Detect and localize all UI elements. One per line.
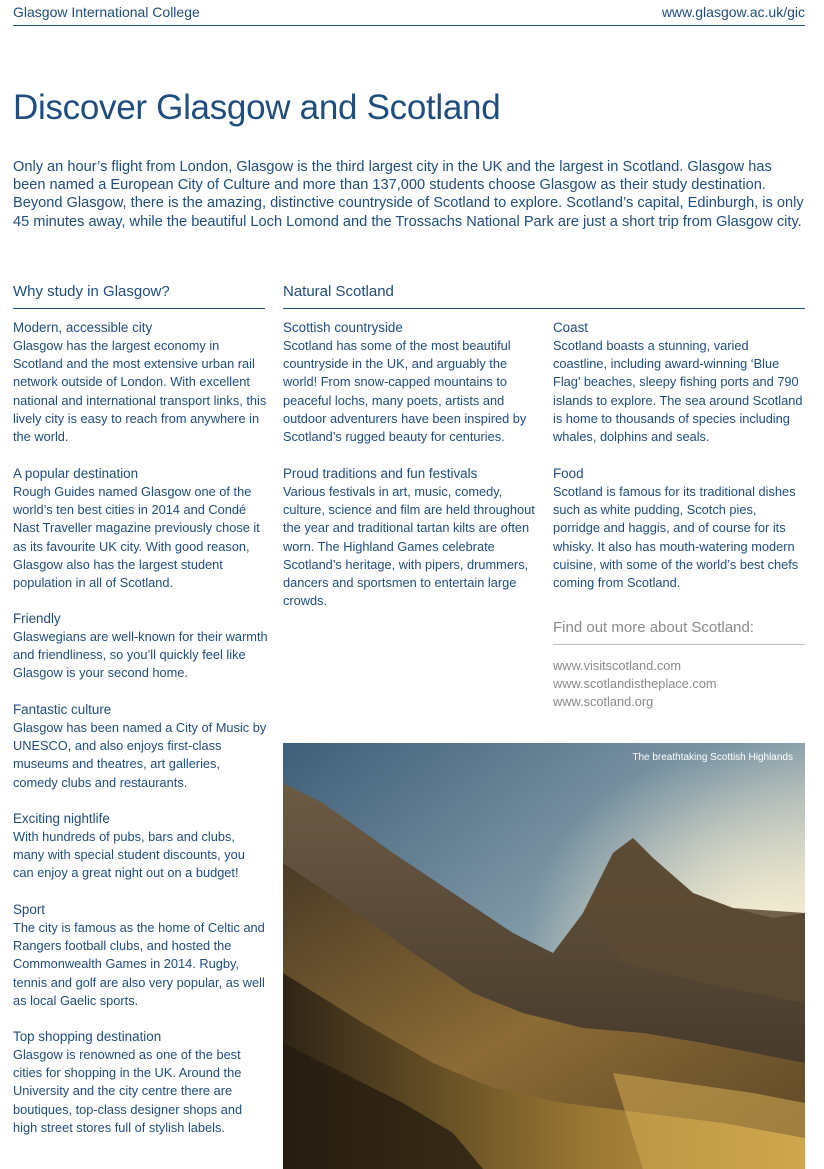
- section-heading: Proud traditions and fun festivals: [283, 466, 478, 481]
- section-culture: [13, 702, 268, 792]
- section-body: Scotland boasts a stunning, varied coastline, including award-winning ‘Blue Flag’ beaches, sleepy fishing ports and 790 islands to explore. The sea around Scotland is home to thousands of species including whales, dolphins and seals.: [553, 338, 803, 445]
- section-friendly: [13, 611, 268, 683]
- page-header: [13, 0, 805, 26]
- section-countryside: [283, 320, 538, 446]
- highlands-photo: [283, 743, 805, 1169]
- section-heading: Coast: [553, 320, 588, 335]
- why-study-heading: Why study in Glasgow?: [13, 283, 265, 309]
- website-url[interactable]: www.glasgow.ac.uk/gic: [661, 4, 805, 20]
- section-heading: Top shopping destination: [13, 1029, 162, 1044]
- photo-caption: The breathtaking Scottish Highlands: [632, 752, 793, 763]
- college-name: Glasgow International College: [13, 4, 200, 20]
- section-body: With hundreds of pubs, bars and clubs, many with special student discounts, you can enjoy a great night out on a budget!: [13, 829, 245, 881]
- link-scotland-org[interactable]: www.scotland.org: [553, 694, 654, 710]
- find-out-more-heading: Find out more about Scotland:: [553, 619, 805, 645]
- section-heading: Sport: [13, 902, 46, 917]
- section-popular-destination: [13, 466, 268, 592]
- section-heading: Fantastic culture: [13, 702, 112, 717]
- section-heading: A popular destination: [13, 466, 139, 481]
- natural-scotland-heading: Natural Scotland: [283, 283, 805, 309]
- intro-paragraph: Only an hour’s flight from London, Glasgow is the third largest city in the UK and the largest in Scotland. Glasgow has been named a European City of Culture and more than 137,000 students choose Glasgow as their study destination. Beyond Glasgow, there is the amazing, distinctive countryside of Scotland to explore. Scotland’s capital, Edinburgh, is only 45 minutes away, while the beautiful Loch Lomond and the Trossachs National Park are just a short trip from Glasgow city.: [13, 159, 804, 230]
- scotland-links: [553, 657, 717, 712]
- section-body: Glasgow is renowned as one of the best cities for shopping in the UK. Around the University and the city centre there are boutiques, top-class designer shops and high street stores full of stylish labels.: [13, 1047, 243, 1135]
- link-visitscotland[interactable]: www.visitscotland.com: [553, 658, 682, 673]
- section-body: Various festivals in art, music, comedy, culture, science and film are held throughout the year and traditional tartan kilts are often worn. The Highland Games celebrate Scotland’s heritage, with pipers, drummers, dancers and sportsmen to entertain large crowds.: [283, 484, 535, 609]
- section-heading: Food: [553, 466, 584, 481]
- section-shopping: [13, 1029, 268, 1137]
- highlands-landscape-image: [283, 743, 805, 1169]
- section-nightlife: [13, 811, 268, 883]
- section-body: The city is famous as the home of Celtic and Rangers football clubs, and hosted the Commonwealth Games in 2014. Rugby, tennis and golf are also very popular, as well as local Gaelic sports.: [13, 920, 265, 1008]
- section-body: Scotland has some of the most beautiful countryside in the UK, and arguably the world! From snow-capped mountains to peaceful lochs, many poets, artists and outdoor adventurers have been inspired by Scotland’s rugged beauty for centuries.: [283, 338, 527, 445]
- section-heading: Friendly: [13, 611, 61, 626]
- page-title: Discover Glasgow and Scotland: [13, 88, 501, 127]
- section-heading: Modern, accessible city: [13, 320, 153, 335]
- section-body: Glaswegians are well-known for their warmth and friendliness, so you’ll quickly feel like Glasgow is your second home.: [13, 629, 268, 681]
- section-body: Rough Guides named Glasgow one of the world’s ten best cities in 2014 and Condé Nast Traveller magazine previously chose it as its favourite UK city. With good reason, Glasgow also has the largest student population in all of Scotland.: [13, 484, 260, 591]
- section-heading: Exciting nightlife: [13, 811, 110, 826]
- link-scotlandistheplace[interactable]: www.scotlandistheplace.com: [553, 676, 717, 692]
- section-coast: [553, 320, 805, 446]
- section-body: Glasgow has the largest economy in Scotland and the most extensive urban rail network outside of London. With excellent national and international transport links, this lively city is easy to reach from anywhere in the world.: [13, 338, 267, 445]
- section-traditions: [283, 466, 538, 610]
- section-heading: Scottish countryside: [283, 320, 403, 335]
- section-modern-city: [13, 320, 268, 446]
- section-body: Scotland is famous for its traditional dishes such as white pudding, Scotch pies, porridge and haggis, and of course for its whisky. It also has mouth-watering modern cuisine, with some of the world’s best chefs coming from Scotland.: [553, 484, 799, 591]
- section-sport: [13, 902, 268, 1010]
- section-food: [553, 466, 805, 592]
- section-body: Glasgow has been named a City of Music by UNESCO, and also enjoys first-class museums and theatres, art galleries, comedy clubs and restaurants.: [13, 720, 267, 790]
